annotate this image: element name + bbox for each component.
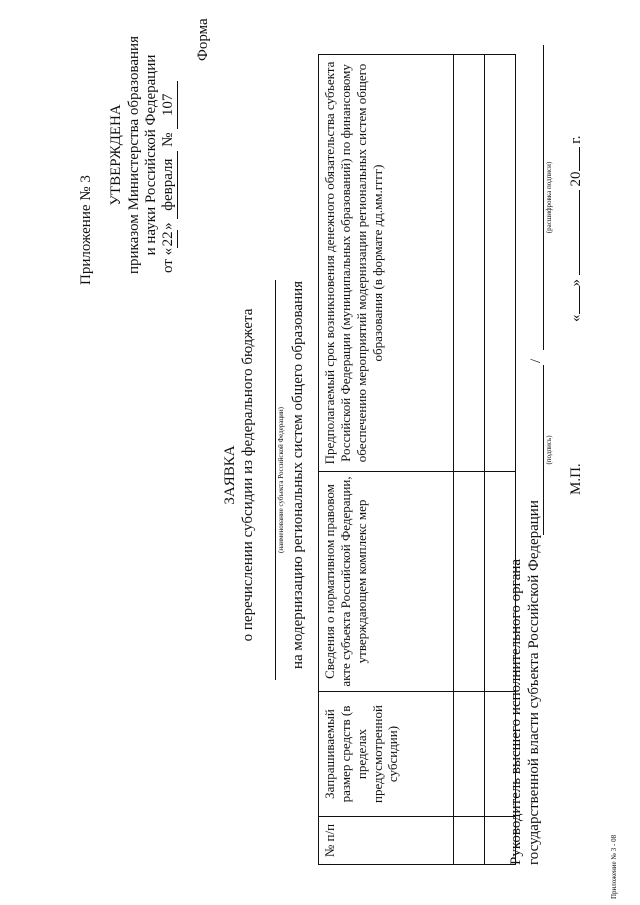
form-label: Форма (195, 18, 211, 61)
table-row (454, 55, 485, 865)
decode-caption: (расшифровка подписи) (545, 161, 553, 234)
date-day: 22 (160, 231, 176, 247)
subject-caption: (наименование субъекта Российской Федерации) (277, 407, 285, 553)
header-cell-amount: Запрашиваемый размер средств (в пределах предусмотренной субсидии) (319, 692, 454, 817)
signature-slash: / (528, 358, 544, 363)
title-line-1: о перечислении субсидии из федерального бюджета (240, 308, 256, 642)
head-title-line-1: Руководитель высшего исполнительного органа (508, 558, 524, 865)
subject-name-line (275, 280, 276, 680)
sign-date-close: » (568, 279, 584, 287)
date-mid: » (160, 222, 176, 230)
signature-line[interactable] (543, 365, 544, 535)
signature-decode-line[interactable] (543, 45, 544, 350)
sign-date-open: « (568, 314, 584, 322)
sign-year-suffix: г. (568, 135, 584, 144)
table-cell[interactable] (454, 55, 485, 472)
header-cell-legal-act: Сведения о нормативном правовом акте субъекта Российской Федерации, утверждающем комплекс мер (319, 472, 454, 692)
order-line-1: приказом Министерства образования (126, 36, 142, 274)
table-header-row (319, 55, 454, 865)
date-month: февраля (160, 151, 178, 219)
approved-label: УТВЕРЖДЕНА (108, 104, 124, 206)
request-table (318, 54, 516, 865)
document-title: ЗАЯВКА (222, 445, 238, 505)
table-cell[interactable] (454, 817, 485, 865)
title-line-2: на модернизацию региональных систем общего образования (290, 280, 306, 670)
stamp-place: М.П. (568, 463, 584, 495)
number-label: № (160, 132, 176, 147)
table-cell[interactable] (454, 692, 485, 817)
table-cell[interactable] (454, 472, 485, 692)
header-cell-number: № п/п (319, 817, 454, 865)
footer-code: Приложение № 3 - 08 (610, 834, 618, 899)
sign-date-month[interactable] (579, 190, 580, 275)
table-cell[interactable] (485, 55, 516, 472)
date-prefix: от « (160, 247, 176, 273)
head-title-line-2: государственной власти субъекта Российской Федерации (526, 500, 542, 865)
sign-year-prefix: 20 (568, 171, 584, 187)
order-date (160, 81, 178, 273)
order-number: 107 (160, 81, 178, 129)
appendix-label: Приложение № 3 (78, 175, 94, 285)
header-cell-deadline: Предполагаемый срок возникновения денежного обязательства субъекта Российской Федерации (муниципальных образований) по финансовому обеспечению мероприятий модернизации региональных систем общего образования (в формате дд.мм.гггг) (319, 55, 454, 472)
signature-caption: (подпись) (545, 435, 553, 465)
sign-year[interactable] (579, 148, 580, 172)
sign-date-day[interactable] (579, 287, 580, 315)
order-line-2: и науки Российской Федерации (143, 54, 159, 256)
sign-date (568, 136, 585, 322)
